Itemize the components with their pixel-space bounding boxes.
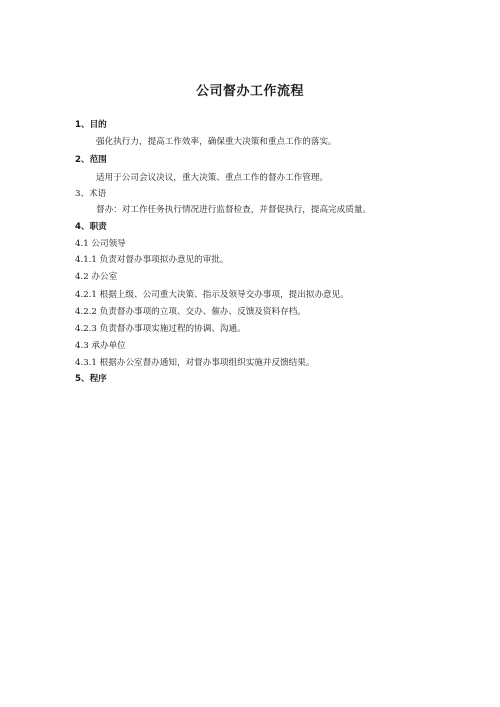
section-1-heading: 1、目的	[75, 120, 107, 130]
section-4-2-2: 4.2.2 负责督办事项的立项、交办、催办、反馈及资料存档。	[75, 307, 306, 317]
section-5-heading: 5、程序	[75, 374, 107, 384]
section-3-heading: 3、术语	[75, 189, 107, 199]
section-3-body: 督办：对工作任务执行情况进行监督检查，并督促执行，提高完成质量。	[96, 205, 372, 215]
section-2-body: 适用于公司会议决议，重大决策、重点工作的督办工作管理。	[96, 173, 329, 183]
section-4-3: 4.3 承办单位	[75, 341, 126, 351]
section-4-1-1: 4.1.1 负责对督办事项拟办意见的审批。	[75, 255, 229, 265]
section-4-2-3: 4.2.3 负责督办事项实施过程的协调、沟通。	[75, 324, 246, 334]
section-4-2: 4.2 办公室	[75, 272, 118, 282]
section-4-heading: 4、职责	[75, 222, 107, 232]
section-4-3-1: 4.3.1 根据办公室督办通知，对督办事项组织实施并反馈结果。	[75, 358, 315, 368]
section-4-1: 4.1 公司领导	[75, 239, 126, 249]
document-title: 公司督办工作流程	[195, 84, 304, 99]
section-1-body: 强化执行力，提高工作效率，确保重大决策和重点工作的落实。	[96, 137, 337, 147]
section-2-heading: 2、范围	[75, 155, 107, 165]
section-4-2-1: 4.2.1 根据上级、公司重大决策、指示及领导交办事项，提出拟办意见。	[75, 290, 349, 300]
